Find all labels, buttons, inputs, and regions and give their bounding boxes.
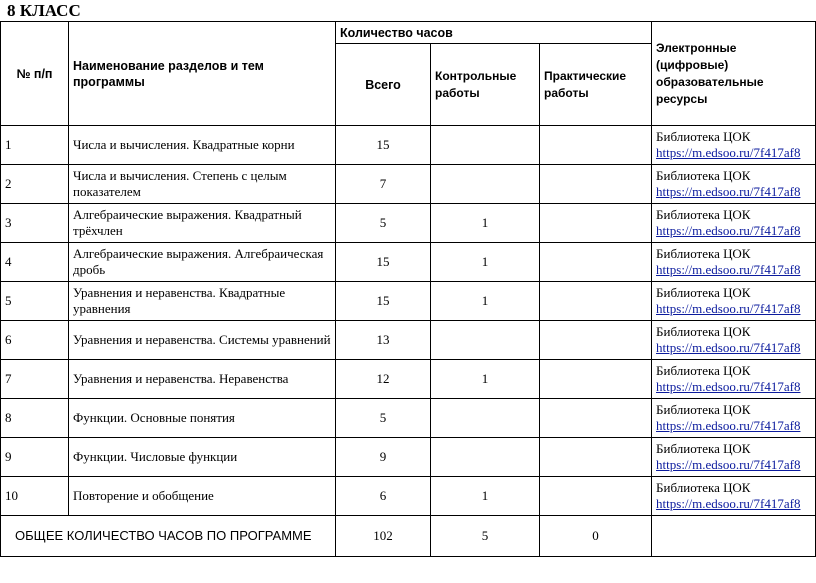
- row-total-hours: 13: [336, 321, 431, 360]
- row-control-works: [431, 126, 540, 165]
- header-num: № п/п: [1, 22, 69, 126]
- row-total-hours: 7: [336, 165, 431, 204]
- row-num: 7: [1, 360, 69, 399]
- row-name: Уравнения и неравенства. Неравенства: [69, 360, 336, 399]
- row-num: 10: [1, 477, 69, 516]
- row-total-hours: 15: [336, 243, 431, 282]
- resource-name: Библиотека ЦОК: [656, 402, 751, 417]
- resource-name: Библиотека ЦОК: [656, 480, 751, 495]
- resource-name: Библиотека ЦОК: [656, 285, 751, 300]
- resource-name: Библиотека ЦОК: [656, 129, 751, 144]
- row-resource: [652, 360, 816, 399]
- row-total-hours: 9: [336, 438, 431, 477]
- table-row: [1, 282, 816, 321]
- table-row: [1, 360, 816, 399]
- row-name: Алгебраические выражения. Алгебраическая дробь: [69, 243, 336, 282]
- row-num: 4: [1, 243, 69, 282]
- row-control-works: [431, 399, 540, 438]
- table-row: [1, 438, 816, 477]
- row-resource: [652, 243, 816, 282]
- table-row: [1, 477, 816, 516]
- resource-link[interactable]: https://m.edsoo.ru/7f417af8: [656, 145, 801, 160]
- row-num: 8: [1, 399, 69, 438]
- row-name: Функции. Основные понятия: [69, 399, 336, 438]
- row-control-works: 1: [431, 360, 540, 399]
- row-practical-works: [540, 321, 652, 360]
- header-name: Наименование разделов и тем программы: [69, 22, 336, 126]
- row-name: Числа и вычисления. Квадратные корни: [69, 126, 336, 165]
- row-resource: [652, 477, 816, 516]
- resource-link[interactable]: https://m.edsoo.ru/7f417af8: [656, 262, 801, 277]
- row-practical-works: [540, 126, 652, 165]
- row-control-works: 1: [431, 477, 540, 516]
- curriculum-table: [0, 21, 816, 557]
- row-practical-works: [540, 438, 652, 477]
- table-row: [1, 165, 816, 204]
- table-row: [1, 126, 816, 165]
- resource-name: Библиотека ЦОК: [656, 324, 751, 339]
- row-resource: [652, 282, 816, 321]
- row-practical-works: [540, 204, 652, 243]
- resource-link[interactable]: https://m.edsoo.ru/7f417af8: [656, 223, 801, 238]
- resource-link[interactable]: https://m.edsoo.ru/7f417af8: [656, 184, 801, 199]
- resource-name: Библиотека ЦОК: [656, 246, 751, 261]
- table-body: [1, 126, 816, 557]
- row-num: 9: [1, 438, 69, 477]
- row-num: 2: [1, 165, 69, 204]
- header-resources: Электронные (цифровые) образовательные ресурсы: [652, 22, 816, 126]
- row-control-works: [431, 321, 540, 360]
- row-resource: [652, 204, 816, 243]
- row-name: Числа и вычисления. Степень с целым показателем: [69, 165, 336, 204]
- resource-link[interactable]: https://m.edsoo.ru/7f417af8: [656, 340, 801, 355]
- row-name: Уравнения и неравенства. Квадратные уравнения: [69, 282, 336, 321]
- row-practical-works: [540, 243, 652, 282]
- totals-practical-works: 0: [540, 516, 652, 557]
- row-total-hours: 15: [336, 126, 431, 165]
- header-total: Всего: [336, 44, 431, 126]
- totals-total-hours: 102: [336, 516, 431, 557]
- row-control-works: [431, 165, 540, 204]
- resource-name: Библиотека ЦОК: [656, 168, 751, 183]
- totals-row: [1, 516, 816, 557]
- resource-name: Библиотека ЦОК: [656, 207, 751, 222]
- totals-label: ОБЩЕЕ КОЛИЧЕСТВО ЧАСОВ ПО ПРОГРАММЕ: [1, 516, 336, 557]
- row-resource: [652, 438, 816, 477]
- row-resource: [652, 165, 816, 204]
- table-row: [1, 399, 816, 438]
- row-control-works: 1: [431, 204, 540, 243]
- row-name: Уравнения и неравенства. Системы уравнений: [69, 321, 336, 360]
- row-total-hours: 6: [336, 477, 431, 516]
- row-name: Повторение и обобщение: [69, 477, 336, 516]
- row-num: 3: [1, 204, 69, 243]
- row-practical-works: [540, 165, 652, 204]
- table-row: [1, 243, 816, 282]
- resource-link[interactable]: https://m.edsoo.ru/7f417af8: [656, 379, 801, 394]
- resource-link[interactable]: https://m.edsoo.ru/7f417af8: [656, 301, 801, 316]
- row-resource: [652, 399, 816, 438]
- resource-name: Библиотека ЦОК: [656, 441, 751, 456]
- resource-link[interactable]: https://m.edsoo.ru/7f417af8: [656, 457, 801, 472]
- resource-link[interactable]: https://m.edsoo.ru/7f417af8: [656, 496, 801, 511]
- row-control-works: 1: [431, 243, 540, 282]
- row-resource: [652, 321, 816, 360]
- row-total-hours: 15: [336, 282, 431, 321]
- row-control-works: [431, 438, 540, 477]
- totals-resource: [652, 516, 816, 557]
- row-practical-works: [540, 282, 652, 321]
- row-total-hours: 5: [336, 399, 431, 438]
- resource-link[interactable]: https://m.edsoo.ru/7f417af8: [656, 418, 801, 433]
- row-practical-works: [540, 399, 652, 438]
- row-num: 5: [1, 282, 69, 321]
- row-practical-works: [540, 477, 652, 516]
- header-control: Контрольные работы: [431, 44, 540, 126]
- header-practical: Практические работы: [540, 44, 652, 126]
- header-hours: Количество часов: [336, 22, 652, 44]
- row-resource: [652, 126, 816, 165]
- row-num: 1: [1, 126, 69, 165]
- row-num: 6: [1, 321, 69, 360]
- table-row: [1, 204, 816, 243]
- row-total-hours: 12: [336, 360, 431, 399]
- row-total-hours: 5: [336, 204, 431, 243]
- page-title: 8 КЛАСС: [7, 1, 81, 20]
- totals-control-works: 5: [431, 516, 540, 557]
- row-name: Алгебраические выражения. Квадратный трёхчлен: [69, 204, 336, 243]
- row-name: Функции. Числовые функции: [69, 438, 336, 477]
- row-practical-works: [540, 360, 652, 399]
- row-control-works: 1: [431, 282, 540, 321]
- table-row: [1, 321, 816, 360]
- resource-name: Библиотека ЦОК: [656, 363, 751, 378]
